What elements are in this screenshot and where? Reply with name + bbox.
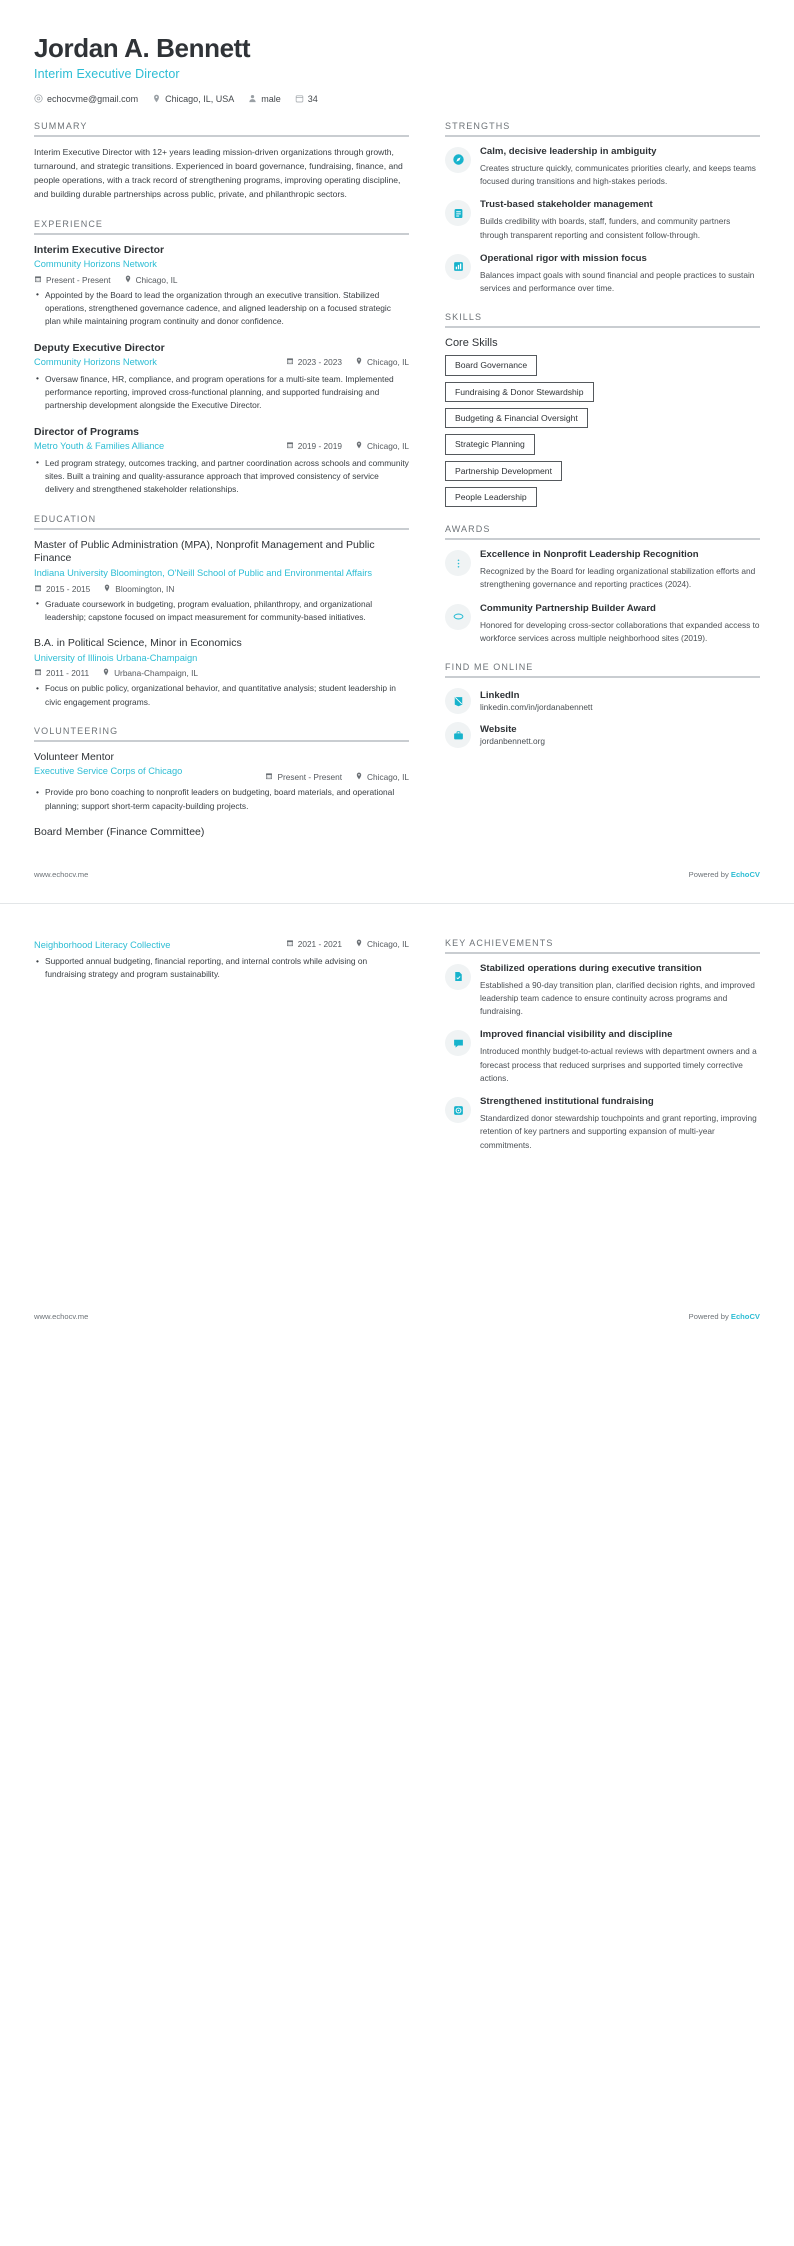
skill-chip[interactable]: Budgeting & Financial Oversight (445, 408, 588, 428)
entry-location (355, 441, 409, 451)
entry-location (102, 668, 198, 678)
entry-org[interactable]: Neighborhood Literacy Collective (34, 939, 171, 950)
strength-item (445, 146, 760, 188)
medal-icon (445, 550, 471, 576)
divider (34, 528, 409, 530)
section-volunteering (34, 726, 409, 840)
section-strengths (445, 121, 760, 295)
section-find-me-online (445, 662, 760, 748)
summary-text: Interim Executive Director with 12+ years leading mission-driven organizations through growth, turnaround, and strategic transitions. Experienced in board governance, fundraising, finance, and people operations, with a track record of strengthening programs, improving operating discipline, and building durable partnerships across public, private, and philanthropic sectors. (34, 146, 403, 199)
location-pin-icon (355, 772, 363, 782)
entry-org[interactable]: University of Illinois Urbana-Champaign (34, 652, 198, 663)
award-item (445, 603, 760, 645)
award-desc: Honored for developing cross-sector collaborations that expanded access to workforce services across multiple neighborhood sites (2019). (480, 619, 760, 643)
section-title-key-achievements: KEY ACHIEVEMENTS (445, 937, 554, 948)
divider (445, 326, 760, 328)
right-column-page2 (437, 938, 794, 1152)
entry-title: Deputy Executive Director (34, 341, 165, 354)
entry-bullets (34, 786, 409, 813)
online-link-website[interactable] (445, 721, 760, 748)
achievement-title: Strengthened institutional fundraising (480, 1096, 654, 1108)
section-title-experience: EXPERIENCE (34, 218, 104, 229)
contact-age-text: 34 (307, 93, 318, 104)
location-pin-icon (355, 939, 363, 949)
calendar-icon (286, 357, 294, 367)
person-icon (248, 94, 257, 103)
award-item (445, 549, 760, 591)
entry-bullets (34, 457, 409, 497)
entry-meta (286, 357, 409, 367)
bullet: • Appointed by the Board to lead the organization through an executive transition. Stabilized operations, strengthened governance cadence, and aligned leadership on a focused strategic plan while maintaining program continuity and donor confidence. (45, 289, 409, 329)
handshake-icon (445, 200, 471, 226)
entry-dates-text: 2015 - 2015 (46, 583, 91, 594)
divider (445, 676, 760, 678)
entry-dates-text: Present - Present (277, 772, 343, 783)
section-title-strengths: STRENGTHS (445, 120, 511, 131)
strength-desc: Balances impact goals with sound financial and people practices to sustain services and performance over time. (480, 269, 755, 294)
strength-desc: Creates structure quickly, communicates priorities clearly, and keeps teams focused during transitions and high-stakes periods. (480, 162, 756, 187)
entry-meta (265, 772, 409, 782)
entry-bullets (34, 598, 409, 625)
entry-dates (286, 441, 342, 451)
target-icon (445, 1097, 471, 1123)
location-pin-icon (152, 94, 161, 103)
entry-meta (34, 668, 409, 678)
entry-title: Interim Executive Director (34, 243, 165, 256)
entry-location-text: Bloomington, IN (115, 583, 175, 594)
location-pin-icon (103, 584, 111, 594)
entry-dates (34, 275, 111, 285)
entry-title: Board Member (Finance Committee) (34, 826, 205, 839)
contact-email-text: echocvme@gmail.com (47, 93, 139, 104)
volunteering-entry-partial (34, 826, 409, 840)
section-education (34, 514, 409, 709)
bullet: • Led program strategy, outcomes tracking, and partner coordination across schools and community sites. Built a training and quality-assurance approach that improved consistency of service delivery and strengthened stakeholder relationships. (45, 457, 409, 497)
entry-dates-text: 2021 - 2021 (297, 938, 343, 949)
left-column (0, 104, 437, 840)
entry-location (355, 939, 409, 949)
location-pin-icon (355, 357, 363, 367)
entry-location-text: Chicago, IL (135, 274, 178, 285)
experience-entry (34, 426, 409, 497)
location-pin-icon (102, 668, 110, 678)
entry-location (103, 584, 174, 594)
linkedin-icon (445, 688, 471, 714)
calendar-icon (265, 772, 273, 782)
entry-bullets (34, 373, 409, 413)
divider (445, 952, 760, 954)
entry-title: Volunteer Mentor (34, 750, 114, 763)
entry-title: B.A. in Political Science, Minor in Economics (34, 637, 242, 650)
volunteering-entry (34, 751, 409, 813)
divider (34, 740, 409, 742)
calendar-icon (286, 441, 294, 451)
section-summary (34, 121, 409, 202)
entry-location (355, 357, 409, 367)
section-title-summary: SUMMARY (34, 120, 88, 131)
entry-meta (34, 584, 409, 594)
contact-gender-text: male (261, 93, 281, 104)
section-title-skills: SKILLS (445, 312, 483, 323)
entry-org[interactable]: Community Horizons Network (34, 357, 157, 368)
briefcase-icon (445, 722, 471, 748)
page-footer-2 (0, 1312, 794, 1347)
calendar-icon (34, 584, 42, 594)
entry-dates-text: 2023 - 2023 (297, 357, 343, 368)
resume-header (0, 0, 794, 104)
page-footer-1 (0, 870, 794, 903)
entry-bullets (34, 955, 409, 982)
footer-brand (689, 870, 760, 879)
online-link-title: Website (480, 723, 517, 735)
at-icon (34, 94, 43, 103)
entry-location-text: Chicago, IL (367, 441, 409, 452)
bullet: • Oversaw finance, HR, compliance, and program operations for a multi-site team. Implemented performance reporting, improved cross-functional planning, and supported fundraising and partnership development alongside the Executive Director. (45, 373, 409, 413)
bullet: • Provide pro bono coaching to nonprofit leaders on budgeting, board materials, and operational planning; support short-term capacity-building projects. (45, 786, 409, 813)
entry-location (355, 772, 409, 782)
strength-title: Trust-based stakeholder management (480, 199, 653, 211)
left-column-page2 (0, 938, 437, 983)
contact-row (34, 94, 760, 104)
calendar-icon (286, 939, 294, 949)
achievement-title: Stabilized operations during executive transition (480, 962, 702, 974)
entry-dates (34, 668, 89, 678)
chat-icon (445, 1030, 471, 1056)
chart-bar-icon (445, 254, 471, 280)
section-title-find-me-online: FIND ME ONLINE (445, 662, 534, 673)
entry-bullets (34, 289, 409, 329)
section-key-achievements (445, 938, 760, 1152)
entry-dates-text: 2011 - 2011 (46, 668, 90, 679)
compass-icon (445, 147, 471, 173)
resume-page-2 (0, 904, 794, 1347)
entry-org[interactable]: Community Horizons Network (34, 259, 157, 270)
contact-location (152, 94, 234, 104)
calendar-icon (34, 275, 42, 285)
footer-powered-by: Powered by (688, 1311, 731, 1321)
footer-site[interactable]: www.echocv.me (34, 1311, 89, 1321)
location-pin-icon (124, 275, 132, 285)
divider (445, 538, 760, 540)
skill-chip[interactable]: People Leadership (445, 487, 537, 507)
entry-title: Master of Public Administration (MPA), Nonprofit Management and Public Finance (34, 538, 375, 565)
entry-org[interactable]: Indiana University Bloomington, O'Neill School of Public and Environmental Affairs (34, 567, 373, 578)
entry-location-text: Urbana-Champaign, IL (114, 668, 198, 679)
footer-brand (689, 1312, 760, 1321)
footer-powered-by: Powered by (688, 869, 731, 879)
headline: Interim Executive Director (34, 66, 180, 81)
ribbon-icon (445, 604, 471, 630)
entry-dates-text: 2019 - 2019 (297, 441, 343, 452)
achievement-title: Improved financial visibility and discipline (480, 1029, 673, 1041)
right-column (437, 104, 794, 755)
entry-dates (34, 584, 90, 594)
achievement-item (445, 1029, 760, 1085)
section-awards (445, 524, 760, 645)
experience-entry (34, 342, 409, 413)
award-title: Community Partnership Builder Award (480, 602, 656, 614)
online-link-title: LinkedIn (480, 689, 520, 701)
strength-desc: Builds credibility with boards, staff, funders, and community partners through transparent reporting and consistent follow-through. (480, 216, 731, 240)
divider (445, 135, 760, 137)
divider (34, 135, 409, 137)
entry-meta (34, 275, 409, 285)
skill-chip[interactable]: Board Governance (445, 355, 537, 375)
calendar-icon (34, 668, 42, 678)
calendar-icon (295, 94, 304, 103)
achievement-desc: Introduced monthly budget-to-actual reviews with department owners and a forecast process that reduced surprises and supported timely corrective actions. (480, 1046, 757, 1083)
achievement-desc: Established a 90-day transition plan, clarified decision rights, and improved leadership team cadence to ensure continuity across programs and fundraising. (480, 979, 755, 1017)
achievement-item (445, 963, 760, 1019)
section-title-volunteering: VOLUNTEERING (34, 725, 119, 736)
strength-title: Calm, decisive leadership in ambiguity (480, 145, 657, 157)
achievement-item (445, 1096, 760, 1152)
skills-group-title: Core Skills (445, 337, 498, 350)
entry-location-text: Chicago, IL (367, 772, 409, 783)
footer-brand-name: EchoCV (730, 869, 760, 879)
contact-age (295, 94, 318, 104)
entry-org[interactable]: Executive Service Corps of Chicago (34, 766, 183, 777)
entry-meta (286, 939, 409, 949)
entry-dates (286, 939, 342, 949)
skills-chip-list (445, 355, 760, 507)
divider (34, 233, 409, 235)
entry-org[interactable]: Metro Youth & Families Alliance (34, 441, 165, 452)
entry-meta (286, 441, 409, 451)
page-title: Jordan A. Bennett (34, 33, 251, 63)
online-link-value: linkedin.com/in/jordanabennett (480, 701, 593, 712)
award-title: Excellence in Nonprofit Leadership Recognition (480, 549, 699, 561)
resume-page-1 (0, 0, 794, 904)
strength-item (445, 199, 760, 241)
entry-location-text: Chicago, IL (367, 938, 409, 949)
entry-dates (265, 772, 342, 782)
skill-chip[interactable]: Fundraising & Donor Stewardship (445, 382, 594, 402)
online-link-linkedin[interactable] (445, 687, 760, 714)
bullet: • Graduate coursework in budgeting, program evaluation, philanthropy, and organizational leadership; capstone focused on impact measurement for community-based initiatives. (45, 598, 409, 625)
entry-dates-text: Present - Present (46, 274, 111, 285)
section-skills (445, 312, 760, 507)
bullet: • Focus on public policy, organizational behavior, and quantitative analysis; student leadership in civic engagement programs. (45, 682, 409, 709)
education-entry (34, 539, 409, 624)
skill-chip[interactable]: Strategic Planning (445, 434, 535, 454)
entry-location (124, 275, 178, 285)
achievement-desc: Standardized donor stewardship touchpoints and grant reporting, improving retention of key partners and supporting expansion of multi-year commitments. (480, 1113, 757, 1150)
award-desc: Recognized by the Board for leading organizational stabilization efforts and strengthening governance and reporting practices (2024). (480, 566, 756, 590)
strength-title: Operational rigor with mission focus (480, 252, 647, 264)
section-experience (34, 219, 409, 497)
section-title-education: EDUCATION (34, 513, 97, 524)
entry-dates (286, 357, 342, 367)
strength-item (445, 253, 760, 295)
skill-chip[interactable]: Partnership Development (445, 461, 562, 481)
experience-entry (34, 244, 409, 329)
footer-site[interactable]: www.echocv.me (34, 869, 89, 879)
online-link-value: jordanbennett.org (480, 735, 546, 746)
education-entry (34, 637, 409, 709)
bullet: • Supported annual budgeting, financial reporting, and internal controls while advising on fundraising strategy and program sustainability. (45, 955, 409, 982)
entry-bullets (34, 682, 409, 709)
contact-location-text: Chicago, IL, USA (165, 93, 235, 104)
contact-gender (248, 94, 281, 104)
document-check-icon (445, 964, 471, 990)
contact-email[interactable] (34, 94, 138, 104)
section-title-awards: AWARDS (445, 524, 491, 535)
footer-brand-name: EchoCV (730, 1311, 760, 1321)
location-pin-icon (355, 441, 363, 451)
entry-title: Director of Programs (34, 425, 140, 438)
volunteering-entry-continued (34, 938, 409, 982)
entry-location-text: Chicago, IL (367, 357, 409, 368)
